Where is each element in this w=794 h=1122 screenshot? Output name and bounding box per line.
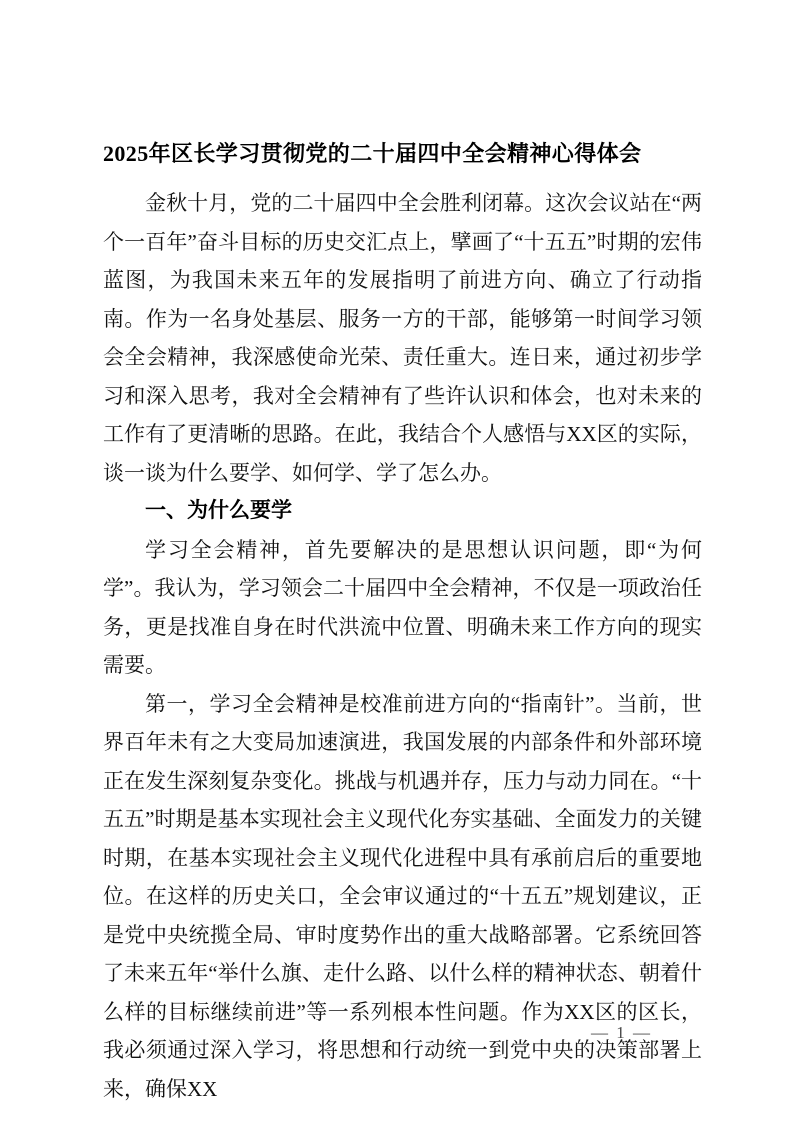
section-heading-why-study: 一、为什么要学 bbox=[145, 499, 292, 522]
paragraph-first-point: 第一，学习全会精神是校准前进方向的“指南针”。当前，世界百年未有之大变局加速演进，我国发展的内部条件和外部环境正在发生深刻复杂变化。挑战与机遇并存，压力与动力同在。“十五五”时期是基本实现社会主义现代化夯实基础、全面发力的关键时期，在基本实现社会主义现代化进程中具有承前启后的重要地位。在这样的历史关口，全会审议通过的“十五五”规划建议，正是党中央统揽全局、审时度势作出的重大战略部署。它系统回答了未来五年“举什么旗、走什么路、以什么样的精神状态、朝着什么样的目标继续前进”等一系列根本性问题。作为XX区的区长，我必须通过深入学习，将思想和行动统一到党中央的决策部署上来，确保XX bbox=[103, 691, 702, 1101]
page-number: — 1 — bbox=[591, 1023, 652, 1042]
paragraph-intro: 金秋十月，党的二十届四中全会胜利闭幕。这次会议站在“两个一百年”奋斗目标的历史交汇点上，擘画了“十五五”时期的宏伟蓝图，为我国未来五年的发展指明了前进方向、确立了行动指南。作为一名身处基层、服务一方的干部，能够第一时间学习领会全会精神，我深感使命光荣、责任重大。连日来，通过初步学习和深入思考，我对全会精神有了些许认识和体会，也对未来的工作有了更清晰的思路。在此，我结合个人感悟与XX区的实际，谈一谈为什么要学、如何学、学了怎么办。 bbox=[103, 191, 702, 485]
paragraph-why-study-lead: 学习全会精神，首先要解决的是思想认识问题，即“为何学”。我认为，学习领会二十届四中全会精神，不仅是一项政治任务，更是找准自身在时代洪流中位置、明确未来工作方向的现实需要。 bbox=[103, 537, 702, 677]
document-title: 2025年区长学习贯彻党的二十届四中全会精神心得体会 bbox=[103, 141, 642, 166]
